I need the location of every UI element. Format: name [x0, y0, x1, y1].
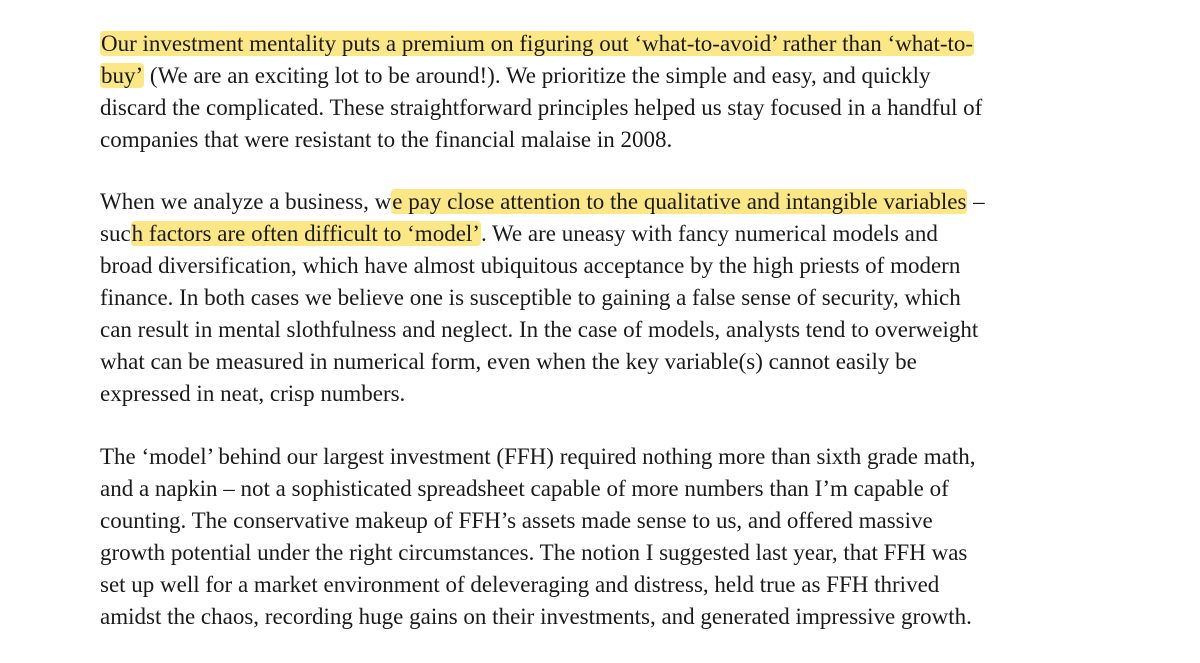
text-line	[100, 60, 931, 92]
highlighted-text: buy’	[101, 63, 144, 88]
text-run: finance. In both cases we believe one is susceptible to gaining a false sense of security, which	[100, 285, 961, 310]
text-line	[100, 346, 917, 378]
text-line	[100, 124, 672, 156]
text-line	[100, 473, 949, 505]
text-line	[100, 441, 976, 473]
text-run: discard the complicated. These straightforward principles helped us stay focused in a handful of	[100, 95, 983, 120]
text-line	[100, 505, 933, 537]
text-line	[100, 378, 405, 410]
text-run: The ‘model’ behind our largest investment (FFH) required nothing more than sixth grade math,	[100, 444, 976, 469]
text-run: can result in mental slothfulness and neglect. In the case of models, analysts tend to overweight	[100, 317, 979, 342]
text-line	[100, 186, 985, 218]
text-line	[100, 314, 978, 346]
text-line	[100, 92, 982, 124]
text-line	[100, 218, 938, 250]
text-line	[100, 601, 972, 633]
text-run: suc	[100, 221, 131, 246]
text-line	[100, 28, 974, 60]
text-run: (We are an exciting lot to be around!). We prioritize the simple and easy, and quickly	[144, 63, 931, 88]
text-run: and a napkin – not a sophisticated spreadsheet capable of more numbers than I’m capable of	[100, 476, 949, 501]
text-run: growth potential under the right circumstances. The notion I suggested last year, that FFH was	[100, 540, 968, 565]
highlighted-text: Our investment mentality puts a premium on figuring out ‘what-to-avoid’ rather than ‘what-to-	[101, 31, 974, 56]
text-run: –	[967, 189, 985, 214]
text-run: companies that were resistant to the financial malaise in 2008.	[100, 127, 673, 152]
text-run: . We are uneasy with fancy numerical models and	[480, 221, 938, 246]
text-run: amidst the chaos, recording huge gains on their investments, and generated impressive growth.	[100, 604, 972, 629]
text-line	[100, 282, 961, 314]
text-run: set up well for a market environment of deleveraging and distress, held true as FFH thrived	[100, 572, 940, 597]
text-run: expressed in neat, crisp numbers.	[100, 381, 406, 406]
text-run: When we analyze a business, w	[100, 189, 392, 214]
highlighted-text: h factors are often difficult to ‘model’	[131, 221, 480, 246]
text-line	[100, 250, 960, 282]
text-line	[100, 537, 967, 569]
text-run: what can be measured in numerical form, even when the key variable(s) cannot easily be	[100, 349, 917, 374]
text-run: counting. The conservative makeup of FFH’s assets made sense to us, and offered massive	[100, 508, 933, 533]
text-line	[100, 569, 939, 601]
highlighted-text: e pay close attention to the qualitative and intangible variables	[392, 189, 967, 214]
text-run: broad diversification, which have almost ubiquitous acceptance by the high priests of modern	[100, 253, 961, 278]
